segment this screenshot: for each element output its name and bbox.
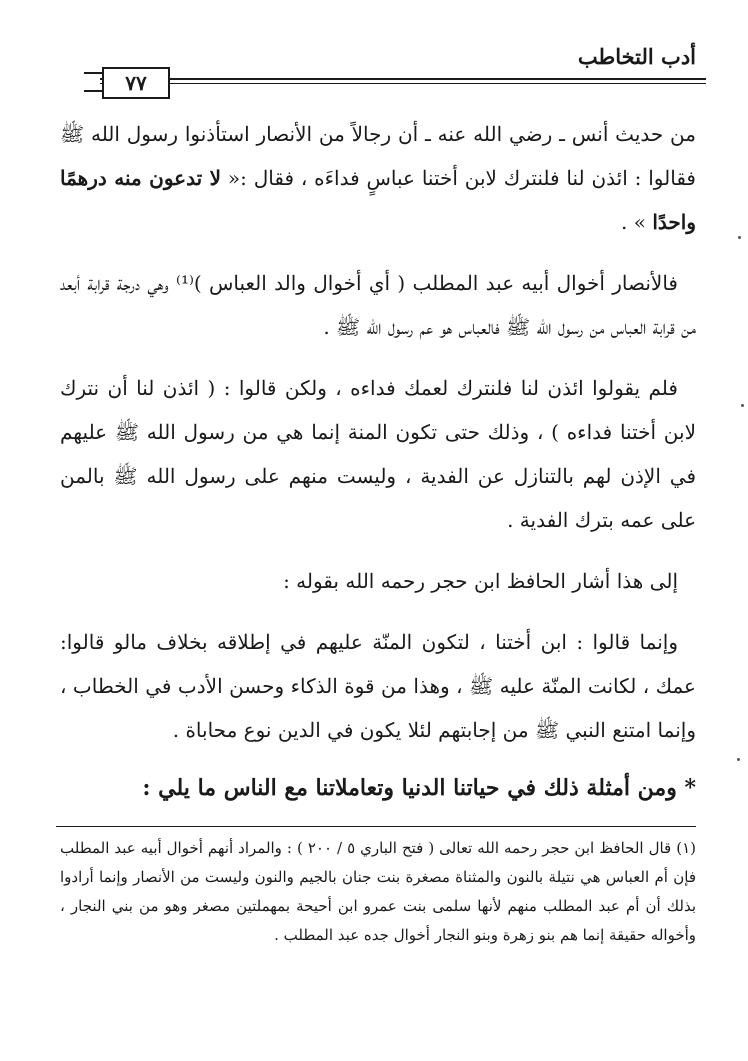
paragraph-hadith-text: من حديث أنس ـ رضي الله عنه ـ أن رجالاً من الأنصار استأذنوا رسول الله ﷺ فقالوا : ائذن لنا فلنترك لابن أختنا عباسٍ فداءَه ، فقال :« <box>60 122 696 190</box>
paragraph-explanation: فلم يقولوا ائذن لنا فلنترك لعمك فداءه ، ولكن قالوا : ( ائذن لنا أن نترك لابن أختنا فداءه ) ، وذلك حتى تكون المنة إنما هي من رسول الله ﷺ عليهم في الإذن لهم بالتنازل عن الفدية ، وليست منهم على رسول الله ﷺ بالمن على عمه بترك الفدية . <box>60 376 696 532</box>
paragraph-hadith-end: » . <box>621 210 653 234</box>
header-rule <box>100 78 706 84</box>
running-title: أدب التخاطب <box>577 44 696 69</box>
paragraph-ansar: فالأنصار أخوال أبيه عبد المطلب ( أي أخوال والد العباس )⁽¹⁾ وهي درجة قرابة أبعد من قرابة العباس من رسول الله ﷺ فالعباس هو عم رسول الله ﷺ . <box>60 271 696 339</box>
scan-speck <box>738 236 741 239</box>
main-text <box>60 112 696 769</box>
scan-speck <box>741 404 744 407</box>
paragraph-ibn-hajar-quote: وإنما قالوا : ابن أختنا ، لتكون المنّة عليهم في إطلاقه بخلاف مالو قالوا: عمك ، لكانت المنّة عليه ﷺ ، وهذا من قوة الذكاء وحسن الأدب في الخطاب ، وإنما امتنع النبي ﷺ من إجابتهم لئلا يكون في الدين نوع محاباة . <box>60 630 696 742</box>
scan-speck <box>737 758 740 761</box>
paragraph-ibn-hajar-intro: إلى هذا أشار الحافظ ابن حجر رحمه الله بقوله : <box>283 569 678 593</box>
paragraph-hadith <box>60 112 696 244</box>
hadith-quote: لا تدعون منه درهمًا واحدًا <box>60 166 696 234</box>
page-number: ٧٧ <box>102 67 170 99</box>
footnote: (١) قال الحافظ ابن حجر رحمه الله تعالى ( فتح الباري ٥ / ٢٠٠ ) : والمراد أنهم أخوال أبيه عبد المطلب فإن أم العباس هي نتيلة بالنون والمثناة مصغرة بنت جنان بالجيم والنون وليست من الأنصار وإنما أرادوا بذلك أن أم عبد المطلب منهم لأنها سلمى بنت عمرو ابن أحيحة بمهملتين مصغر وهو من بني النجار ، وأخواله حقيقة إنما هم بنو زهرة وبنو النجار أخوال جده عبد المطلب . <box>60 839 697 944</box>
header-rule-ornament <box>84 72 102 92</box>
section-heading: * ومن أمثلة ذلك في حياتنا الدنيا وتعاملاتنا مع الناس ما يلي : <box>142 775 696 801</box>
footnote-rule <box>56 826 696 827</box>
